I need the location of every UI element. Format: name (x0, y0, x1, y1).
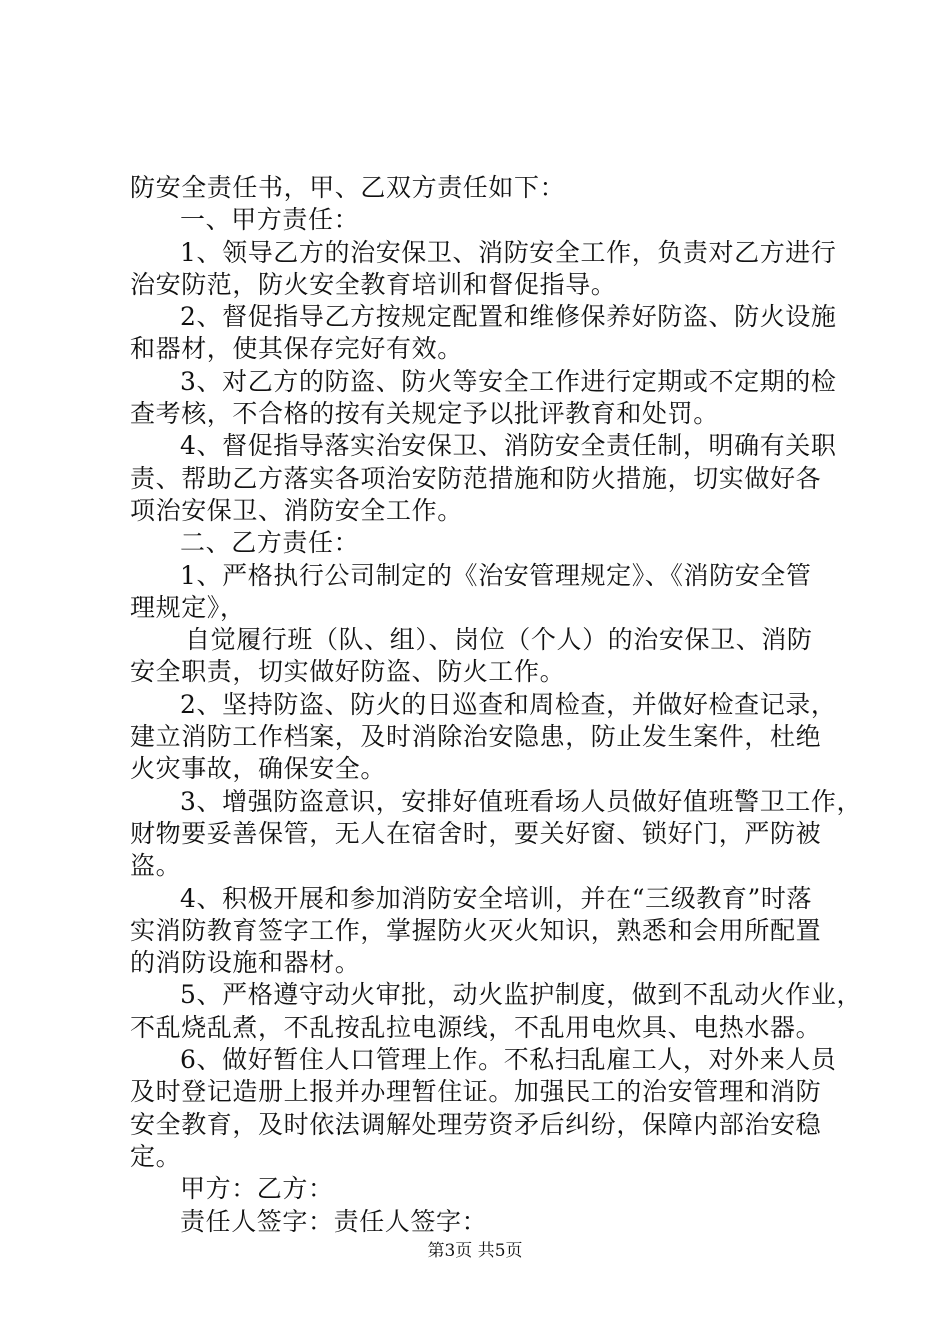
text-line: 责、帮助乙方落实各项治安防范措施和防火措施，切实做好各 (130, 463, 822, 493)
text-line: 定。 (130, 1141, 182, 1171)
text-line: 3、对乙方的防盗、防火等安全工作进行定期或不定期的检 (180, 366, 837, 396)
text-line: 盗。 (130, 851, 182, 881)
text-line: 5、严格遵守动火审批，动火监护制度，做到不乱动火作业， (180, 980, 863, 1010)
text-line: 及时登记造册上报并办理暂住证。加强民工的治安管理和消防 (130, 1077, 822, 1107)
text-line: 安全教育，及时依法调解处理劳资矛后纠纷，保障内部治安稳 (130, 1109, 822, 1139)
text-line: 1、严格执行公司制定的《治安管理规定》、《消防安全管 (180, 560, 812, 590)
text-line: 甲方：乙方： (180, 1174, 334, 1204)
text-line: 火灾事故，确保安全。 (130, 754, 387, 784)
text-line: 建立消防工作档案，及时消除治安隐患，防止发生案件，杜绝 (130, 722, 822, 752)
text-line: 治安防范，防火安全教育培训和督促指导。 (130, 269, 617, 299)
text-line: 实消防教育签字工作，掌握防火灭火知识，熟悉和会用所配置 (130, 915, 822, 945)
text-line: 理规定》， (130, 592, 246, 622)
text-line: 责任人签字：责任人签字： (180, 1206, 488, 1236)
text-line: 1、领导乙方的治安保卫、消防安全工作，负责对乙方进行 (180, 237, 837, 267)
text-line: 4、积极开展和参加消防安全培训，并在“三级教育”时落 (180, 883, 813, 913)
text-line: 的消防设施和器材。 (130, 948, 361, 978)
page-footer: 第3页 共5页 (427, 1241, 523, 1261)
text-line: 6、做好暂住人口管理上作。不私扫乱雇工人，对外来人员 (180, 1045, 837, 1075)
text-line: 二、乙方责任： (180, 528, 360, 558)
text-line: 安全职责，切实做好防盗、防火工作。 (130, 657, 566, 687)
text-line: 不乱烧乱煮，不乱按乱拉电源线，不乱用电炊具、电热水器。 (130, 1012, 822, 1042)
text-line: 自觉履行班（队、组）、岗位（个人）的治安保卫、消防 (185, 625, 813, 655)
text-line: 防安全责任书，甲、乙双方责任如下： (130, 173, 566, 202)
text-line: 3、增强防盗意识，安排好值班看场人员做好值班警卫工作， (180, 786, 863, 816)
text-line: 一、甲方责任： (180, 205, 360, 235)
text-line: 查考核，不合格的按有关规定予以批评教育和处罚。 (130, 399, 719, 429)
text-line: 财物要妥善保管，无人在宿舍时，要关好窗、锁好门，严防被 (130, 818, 822, 848)
text-line: 2、督促指导乙方按规定配置和维修保养好防盗、防火设施 (180, 302, 837, 332)
text-line: 4、督促指导落实治安保卫、消防安全责任制，明确有关职 (180, 431, 837, 461)
text-line: 2、坚持防盗、防火的日巡查和周检查，并做好检查记录， (180, 689, 837, 719)
text-line: 项治安保卫、消防安全工作。 (130, 495, 463, 525)
document-body (130, 172, 863, 1238)
text-line: 和器材，使其保存完好有效。 (130, 334, 463, 364)
